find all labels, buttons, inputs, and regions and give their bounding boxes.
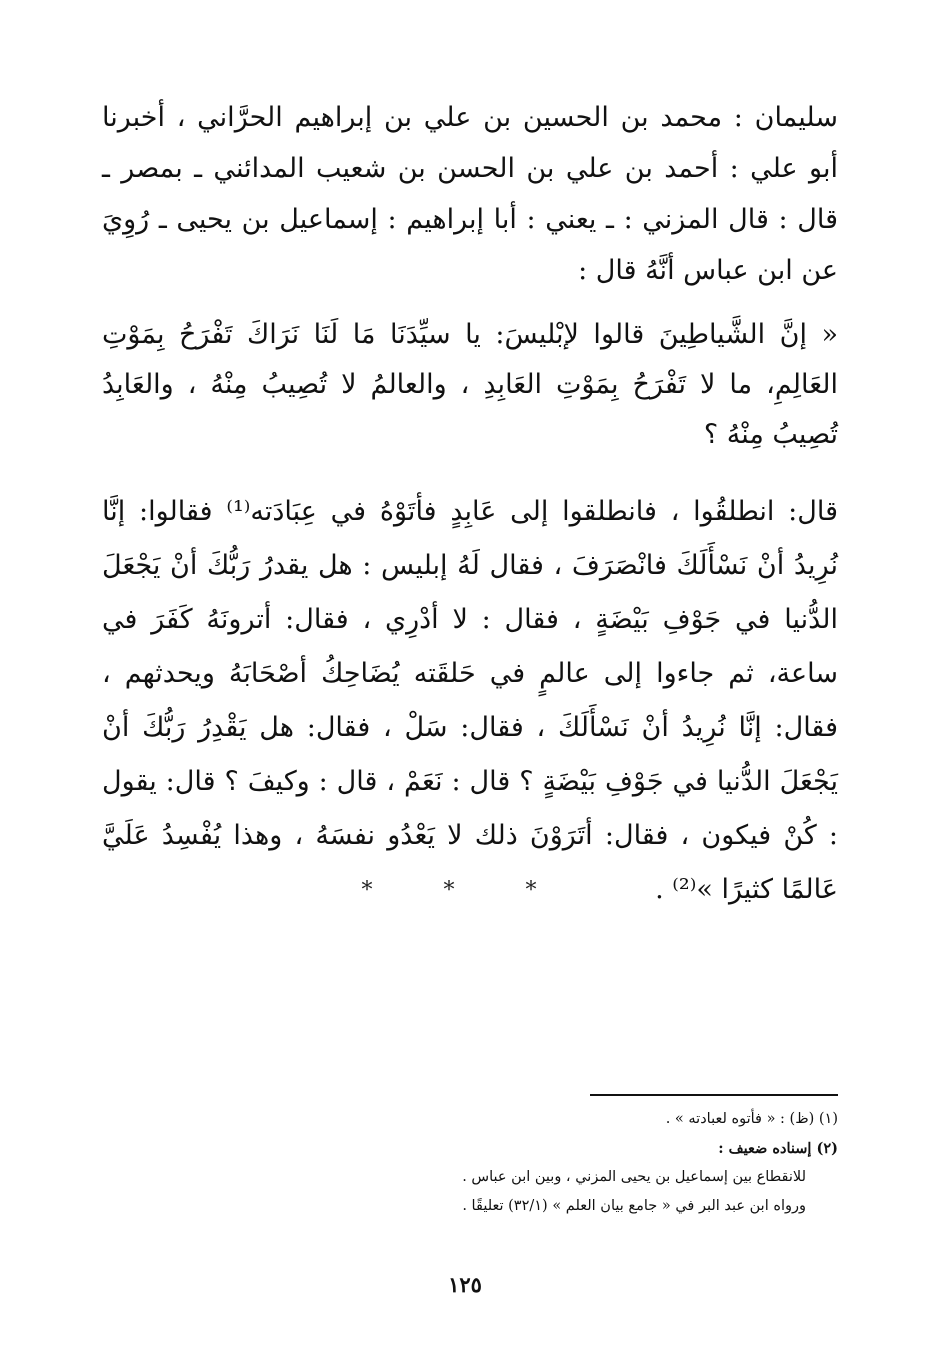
intro-paragraph xyxy=(102,92,838,296)
paragraph-text: « إنَّ الشَّياطِينَ قالوا لإبْليسَ: يا سيِّدَنَا مَا لَنَا نَرَاكَ تَفْرَحُ بِمَوْتِ العَالِمِ، ما لا تَفْرَحُ بِمَوْتِ العَابِدِ ، والعالمُ لا تُصِيبُ مِنْهُ ، والعَابِدُ تُصِيبُ مِنْهُ ؟ xyxy=(102,319,838,450)
paragraph-text: سليمان : محمد بن الحسين بن علي بن إبراهيم الحرَّاني ، أخبرنا أبو علي : أحمد بن علي بن الحسن بن شعيب المدائني ـ بمصر ـ قال : قال المزني : ـ يعني : أبا إبراهيم : إسماعيل بن يحيى ـ رُوِيَ عن ابن عباس أنَّهُ قال : xyxy=(102,102,838,286)
footnote-2-line-1: للانقطاع بين إسماعيل بن يحيى المزني ، وبين ابن عباس . xyxy=(462,1169,806,1185)
footnote-2-line-2: ورواه ابن عبد البر في « جامع بيان العلم » (٣٢/١) تعليقًا . xyxy=(462,1198,806,1214)
quote-paragraph xyxy=(102,310,838,460)
footnote-rule xyxy=(590,1094,838,1096)
paragraph-text: قال: انطلقُوا ، فانطلقوا إلى عَابِدٍ فأتَوْهُ في عِبَادَته⁽¹⁾ فقالوا: إنَّا نُرِيدُ أنْ نَسْأَلَكَ فانْصَرَفَ ، فقال لَهُ إبليس : هل يقدرُ رَبُّكَ أنْ يَجْعَلَ الدُّنيا في جَوْفِ بَيْضَةٍ ، فقال : لا أدْرِي ، فقال: أترونَهُ كَفَرَ في ساعة، ثم جاءوا إلى عالمٍ في حَلقَته يُضَاحِكُ أصْحَابَهُ ويحدثهم ، فقال: إنَّا نُرِيدُ أنْ نَسْأَلَكَ ، فقال: سَلْ ، فقال: هل يَقْدِرُ رَبُّكَ أنْ يَجْعَلَ الدُّنيا في جَوْفِ بَيْضَةٍ ؟ قال : نَعَمْ ، قال : وكيفَ ؟ قال: يقول : كُنْ فيكون ، فقال: أتَرَوْنَ ذلك لا يَعْدُو نفسَهُ ، وهذا يُفْسِدُ عَلَيَّ عَالمًا كثيرًا »⁽²⁾ . xyxy=(102,496,839,905)
section-separator: * * * xyxy=(361,878,569,903)
footnote-2-label: (٢) إسناده ضعيف : xyxy=(718,1140,838,1157)
footnotes xyxy=(378,1105,838,1221)
page-number: ١٢٥ xyxy=(448,1272,482,1297)
footnote-1: (١) (ظ) : « فأتوه لعبادته » . xyxy=(665,1111,838,1127)
story-paragraph xyxy=(102,485,838,917)
